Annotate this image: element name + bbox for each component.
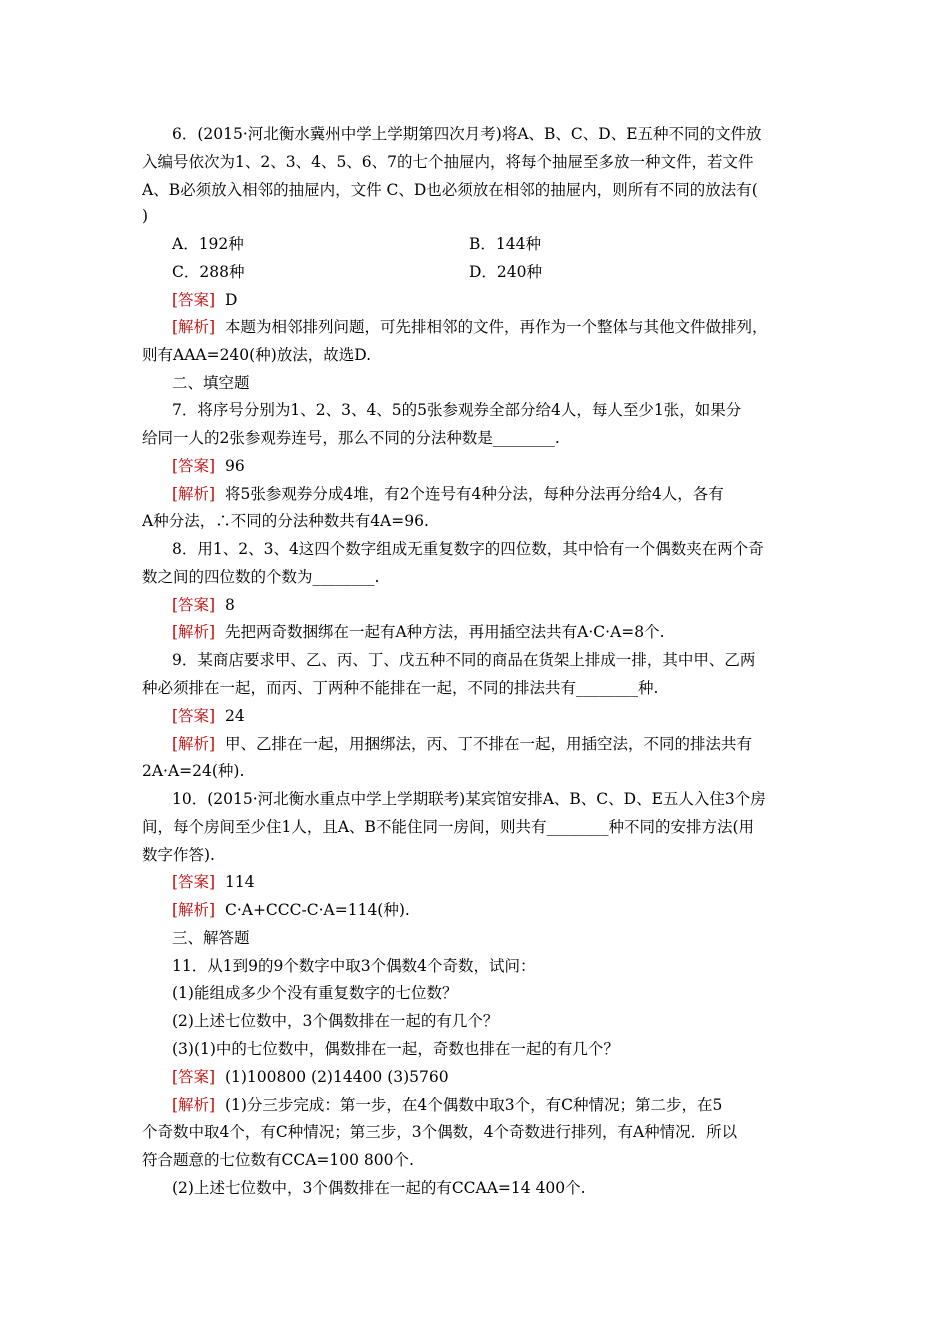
answer-tag: [答案] — [172, 457, 216, 475]
answer-tag: [答案] — [172, 873, 216, 891]
explanation-tag: [解析] — [172, 1096, 216, 1114]
q6-stem-line1: 6．(2015·河北衡水冀州中学上学期第四次月考)将A、B、C、D、E五种不同的文件放 — [172, 125, 762, 143]
explanation-tag: [解析] — [172, 623, 216, 641]
q10-stem-line3: 数字作答). — [142, 846, 215, 864]
explanation-text: 本题为相邻排列问题，可先排相邻的文件，再作为一个整体与其他文件做排列， — [224, 318, 768, 336]
q10-stem-line1: 10．(2015·河北衡水重点中学上学期联考)某宾馆安排A、B、C、D、E五人入住3个房 — [172, 790, 766, 808]
q6-option-d: D．240种 — [469, 263, 543, 281]
answer-value: 8 — [224, 596, 235, 614]
section-heading-solutions: 三、解答题 — [172, 929, 250, 947]
q9-explanation-line1 — [172, 734, 752, 754]
q11-part3: (3)(1)中的七位数中，偶数排在一起，奇数也排在一起的有几个？ — [172, 1040, 619, 1058]
q11-explanation-line4: (2)上述七位数中，3个偶数排在一起的有CCAA=14 400个. — [172, 1179, 586, 1197]
q6-explanation-line2: 则有AAA=240(种)放法，故选D. — [142, 346, 372, 364]
explanation-tag: [解析] — [172, 901, 216, 919]
q9-explanation-line2: 2A·A=24(种). — [142, 762, 245, 780]
answer-value: D — [224, 291, 238, 309]
q8-stem-line1: 8．用1、2、3、4这四个数字组成无重复数字的四位数，其中恰有一个偶数夹在两个奇 — [172, 540, 764, 558]
q6-option-b: B．144种 — [469, 235, 541, 253]
explanation-text: (1)分三步完成：第一步，在4个偶数中取3个，有C种情况；第二步，在5 — [224, 1096, 723, 1114]
q10-explanation-line1 — [172, 900, 410, 920]
answer-value: (1)100800 (2)14400 (3)5760 — [224, 1068, 449, 1086]
explanation-text: 先把两奇数捆绑在一起有A种方法，再用插空法共有A·C·A=8个. — [224, 623, 665, 641]
q6-stem-line2: 入编号依次为1、2、3、4、5、6、7的七个抽屉内，将每个抽屉至多放一种文件，若文件 — [142, 153, 754, 171]
explanation-tag: [解析] — [172, 318, 216, 336]
q6-answer — [172, 290, 237, 310]
answer-value: 96 — [224, 457, 245, 475]
q6-stem-line4: ) — [142, 207, 149, 225]
q11-stem-line1: 11．从1到9的9个数字中取3个偶数4个奇数，试问： — [172, 957, 536, 975]
explanation-text: 将5张参观券分成4堆，有2个连号有4种分法，每种分法再分给4人，各有 — [224, 485, 724, 503]
q9-stem-line2: 种必须排在一起，而丙、丁两种不能排在一起，不同的排法共有________种. — [142, 679, 659, 697]
q6-option-c: C．288种 — [172, 263, 245, 281]
q6-explanation-line1 — [172, 317, 767, 337]
q11-explanation-line3: 符合题意的七位数有CCA=100 800个. — [142, 1151, 414, 1169]
answer-tag: [答案] — [172, 291, 216, 309]
q10-stem-line2: 间，每个房间至少住1人，且A、B不能住同一房间，则共有________种不同的安排方法(用 — [142, 818, 754, 836]
q7-answer — [172, 456, 245, 476]
q7-stem-line1: 7．将序号分别为1、2、3、4、5的5张参观券全部分给4人，每人至少1张，如果分 — [172, 401, 742, 419]
q11-explanation-line1 — [172, 1095, 722, 1115]
q6-stem-line3: A、B必须放入相邻的抽屉内，文件 C、D也必须放在相邻的抽屉内，则所有不同的放法有( — [142, 181, 758, 199]
section-heading-fill-in: 二、填空题 — [172, 374, 250, 392]
q11-part1: (1)能组成多少个没有重复数字的七位数？ — [172, 984, 458, 1002]
q8-explanation-line1 — [172, 622, 665, 642]
answer-tag: [答案] — [172, 707, 216, 725]
q6-option-a: A．192种 — [172, 235, 244, 253]
q11-part2: (2)上述七位数中，3个偶数排在一起的有几个？ — [172, 1012, 499, 1030]
q9-stem-line1: 9．某商店要求甲、乙、丙、丁、戊五种不同的商品在货架上排成一排，其中甲、乙两 — [172, 651, 756, 669]
answer-value: 114 — [224, 873, 255, 891]
q11-answer — [172, 1067, 449, 1087]
q8-stem-line2: 数之间的四位数的个数为________. — [142, 568, 380, 586]
q10-answer — [172, 872, 255, 892]
answer-tag: [答案] — [172, 596, 216, 614]
explanation-tag: [解析] — [172, 485, 216, 503]
explanation-text: 甲、乙排在一起，用捆绑法，丙、丁不排在一起，用插空法，不同的排法共有 — [224, 735, 752, 753]
q8-answer — [172, 595, 235, 615]
q11-explanation-line2: 个奇数中取4个，有C种情况；第三步，3个偶数，4个奇数进行排列，有A种情况．所以 — [142, 1123, 738, 1141]
q9-answer — [172, 706, 245, 726]
explanation-tag: [解析] — [172, 735, 216, 753]
q7-stem-line2: 给同一人的2张参观券连号，那么不同的分法种数是________. — [142, 429, 560, 447]
answer-tag: [答案] — [172, 1068, 216, 1086]
explanation-text: C·A+CCC-C·A=114(种). — [224, 901, 410, 919]
q7-explanation-line2: A种分法，∴不同的分法种数共有4A=96. — [142, 512, 429, 530]
q7-explanation-line1 — [172, 484, 724, 504]
answer-value: 24 — [224, 707, 245, 725]
